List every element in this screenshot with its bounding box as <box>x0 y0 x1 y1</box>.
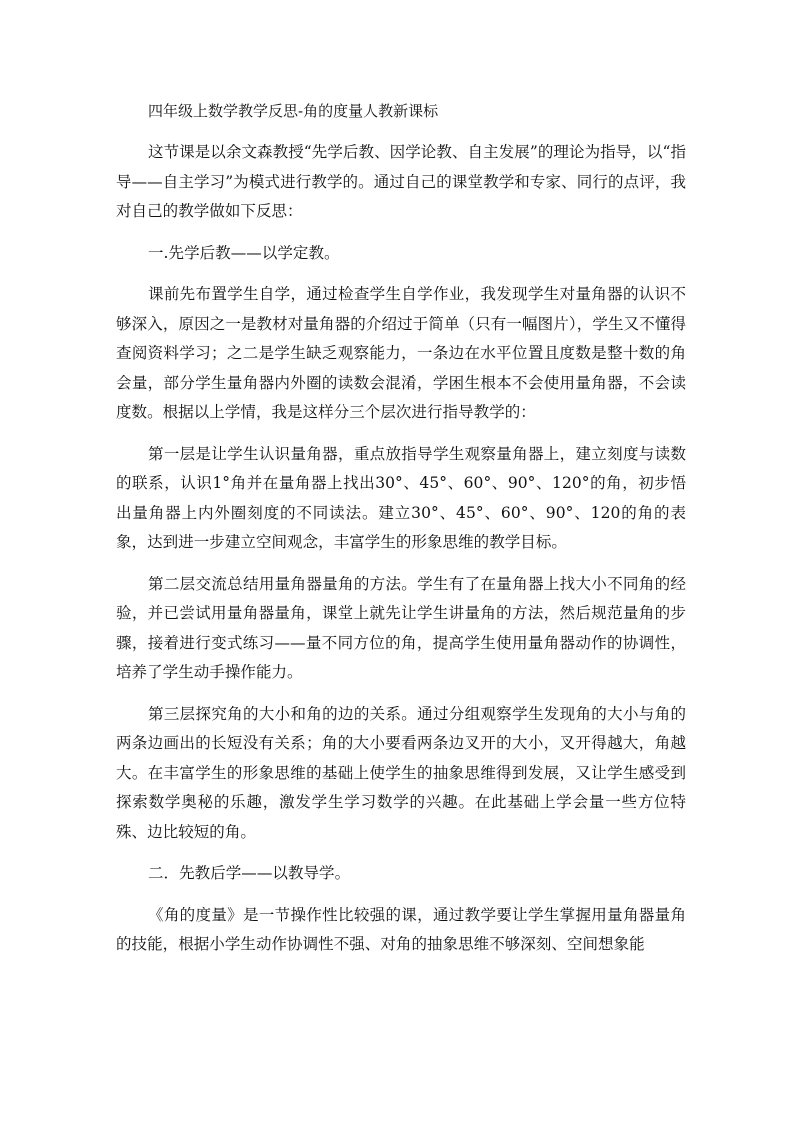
paragraph-intro: 这节课是以余文森教授“先学后教、因学论教、自主发展”的理论为指导，以“指导——自主学习”为模式进行教学的。通过自己的课堂教学和专家、同行的点评，我对自己的教学做如下反思： <box>116 143 686 220</box>
section-heading-1: 一.先学后教——以学定教。 <box>148 243 340 262</box>
document-title: 四年级上数学教学反思-角的度量人教新课标 <box>148 102 439 120</box>
paragraph-level-2: 第二层交流总结用量角器量角的方法。学生有了在量角器上找大小不同角的经验，并已尝试用量角器量角，课堂上就先让学生讲量角的方法，然后规范量角的步骤，接着进行变式练习——量不同方位的角，提高学生使用量角器动作的协调性，培养了学生动手操作能力。 <box>116 574 686 681</box>
section-heading-2: 二．先教后学——以教导学。 <box>148 864 351 882</box>
paragraph-level-3: 第三层探究角的大小和角的边的关系。通过分组观察学生发现角的大小与角的两条边画出的长短没有关系；角的大小要看两条边叉开的大小，叉开得越大，角越大。在丰富学生的形象思维的基础上使学生的抽象思维得到发展，又让学生感受到探索数学奥秘的乐趣，激发学生学习数学的兴趣。在此基础上学会量一些方位特殊、边比较短的角。 <box>116 704 686 841</box>
paragraph-prestudy: 课前先布置学生自学，通过检查学生自学作业，我发现学生对量角器的认识不够深入，原因之一是教材对量角器的介绍过于简单（只有一幅图片），学生又不懂得查阅资料学习；之二是学生缺乏观察能力，一条边在水平位置且度数是整十数的角会量，部分学生量角器内外圈的读数会混淆，学困生根本不会使用量角器，不会读度数。根据以上学情，我是这样分三个层次进行指导教学的： <box>116 285 686 421</box>
document-body <box>116 97 686 960</box>
paragraph-lesson: 《角的度量》是一节操作性比较强的课，通过教学要让学生掌握用量角器量角的技能，根据小学生动作协调性不强、对角的抽象思维不够深刻、空间想象能 <box>116 905 686 953</box>
paragraph-level-1: 第一层是让学生认识量角器，重点放指导学生观察量角器上，建立刻度与读数的联系，认识1°角并在量角器上找出30°、45°、60°、90°、120°的角，初步悟出量角器上内外圈刻度的不同读法。建立30°、45°、60°、90°、120的角的表象，达到进一步建立空间观念，丰富学生的形象思维的教学目标。 <box>116 444 686 551</box>
